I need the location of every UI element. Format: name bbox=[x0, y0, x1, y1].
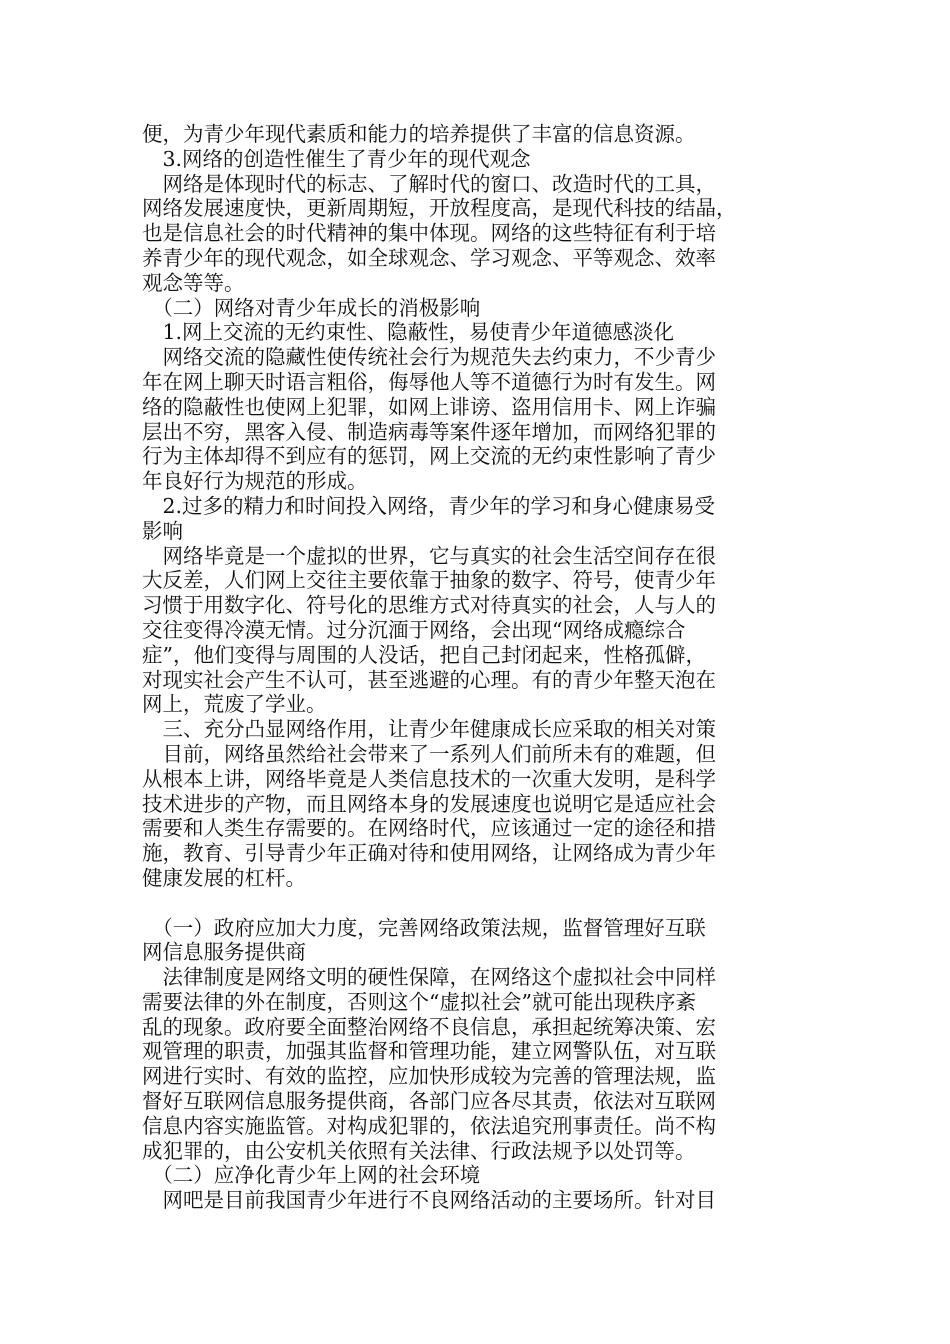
text-line: 乱的现象。政府要全面整治网络不良信息，承担起统筹决策、宏 bbox=[142, 1014, 716, 1039]
text-line: 督好互联网信息服务提供商，各部门应各尽其责，依法对互联网 bbox=[142, 1089, 716, 1114]
text-line: 络的隐蔽性也使网上犯罪，如网上诽谤、盗用信用卡、网上诈骗 bbox=[142, 394, 716, 419]
text-line: 观管理的职责，加强其监督和管理功能，建立网警队伍，对互联 bbox=[142, 1039, 716, 1064]
section-heading: 三、充分凸显网络作用，让青少年健康成长应采取的相关对策 bbox=[142, 717, 716, 742]
text-line: 养青少年的现代观念，如全球观念、学习观念、平等观念、效率 bbox=[142, 245, 716, 270]
text-line: 需要法律的外在制度，否则这个“虚拟社会”就可能出现秩序紊 bbox=[142, 989, 696, 1014]
text-line: 网吧是目前我国青少年进行不良网络活动的主要场所。针对目 bbox=[142, 1188, 716, 1213]
section-heading: （二）网络对青少年成长的消极影响 bbox=[142, 295, 481, 320]
text-line: 法律制度是网络文明的硬性保障，在网络这个虚拟社会中同样 bbox=[142, 965, 716, 990]
text-line: 年在网上聊天时语言粗俗，侮辱他人等不道德行为时有发生。网 bbox=[142, 369, 716, 394]
section-heading: （二）应净化青少年上网的社会环境 bbox=[142, 1163, 481, 1188]
subheading-line: 2.过多的精力和时间投入网络，青少年的学习和身心健康易受 bbox=[142, 493, 716, 518]
text-line: 大反差，人们网上交往主要依靠于抽象的数字、符号，使青少年 bbox=[142, 568, 716, 593]
text-line: 施，教育、引导青少年正确对待和使用网络，让网络成为青少年 bbox=[142, 841, 716, 866]
blank-line bbox=[142, 891, 792, 916]
text-line: 成犯罪的，由公安机关依照有关法律、行政法规予以处罚等。 bbox=[142, 1138, 696, 1163]
text-line: 信息内容实施监管。对构成犯罪的，依法追究刑事责任。尚不构 bbox=[142, 1113, 716, 1138]
text-line: 网上，荒废了学业。 bbox=[142, 692, 327, 717]
text-line: 从根本上讲，网络毕竟是人类信息技术的一次重大发明，是科学 bbox=[142, 766, 716, 791]
subheading-line: 影响 bbox=[142, 518, 183, 543]
section-heading: （一）政府应加大力度，完善网络政策法规，监督管理好互联 bbox=[142, 915, 706, 940]
text-line: 网络发展速度快，更新周期短，开放程度高，是现代科技的结晶， bbox=[142, 196, 737, 221]
section-heading: 网信息服务提供商 bbox=[142, 940, 306, 965]
text-line: 习惯于用数字化、符号化的思维方式对待真实的社会，人与人的 bbox=[142, 593, 716, 618]
text-line: 症”，他们变得与周围的人没话，把自己封闭起来，性格孤僻， bbox=[142, 642, 706, 667]
text-line: 网络是体现时代的标志、了解时代的窗口、改造时代的工具， bbox=[142, 171, 716, 196]
text-line: 需要和人类生存需要的。在网络时代，应该通过一定的途径和措 bbox=[142, 816, 716, 841]
text-line: 观念等等。 bbox=[142, 270, 245, 295]
text-line: 技术进步的产物，而且网络本身的发展速度也说明它是适应社会 bbox=[142, 791, 716, 816]
text-line: 网进行实时、有效的监控，应加快形成较为完善的管理法规，监 bbox=[142, 1064, 716, 1089]
text-line: 网络交流的隐藏性使传统社会行为规范失去约束力，不少青少 bbox=[142, 345, 716, 370]
text-line: 行为主体却得不到应有的惩罚，网上交流的无约束性影响了青少 bbox=[142, 444, 716, 469]
text-line: 网络毕竟是一个虚拟的世界，它与真实的社会生活空间存在很 bbox=[142, 543, 716, 568]
text-line: 对现实社会产生不认可，甚至逃避的心理。有的青少年整天泡在 bbox=[142, 667, 716, 692]
text-line: 交往变得冷漠无情。过分沉湎于网络，会出现“网络成瘾综合 bbox=[142, 617, 686, 642]
text-line: 便，为青少年现代素质和能力的培养提供了丰富的信息资源。 bbox=[142, 122, 696, 146]
text-line: 层出不穷，黑客入侵、制造病毒等案件逐年增加，而网络犯罪的 bbox=[142, 419, 716, 444]
text-line: 也是信息社会的时代精神的集中体现。网络的这些特征有利于培 bbox=[142, 221, 716, 246]
document-page bbox=[142, 122, 792, 1213]
subheading-line: 3.网络的创造性催生了青少年的现代观念 bbox=[142, 146, 531, 171]
text-line: 年良好行为规范的形成。 bbox=[142, 469, 368, 494]
subheading-line: 1.网上交流的无约束性、隐蔽性，易使青少年道德感淡化 bbox=[142, 320, 675, 345]
text-line: 目前，网络虽然给社会带来了一系列人们前所未有的难题，但 bbox=[142, 741, 716, 766]
text-line: 健康发展的杠杆。 bbox=[142, 865, 306, 890]
